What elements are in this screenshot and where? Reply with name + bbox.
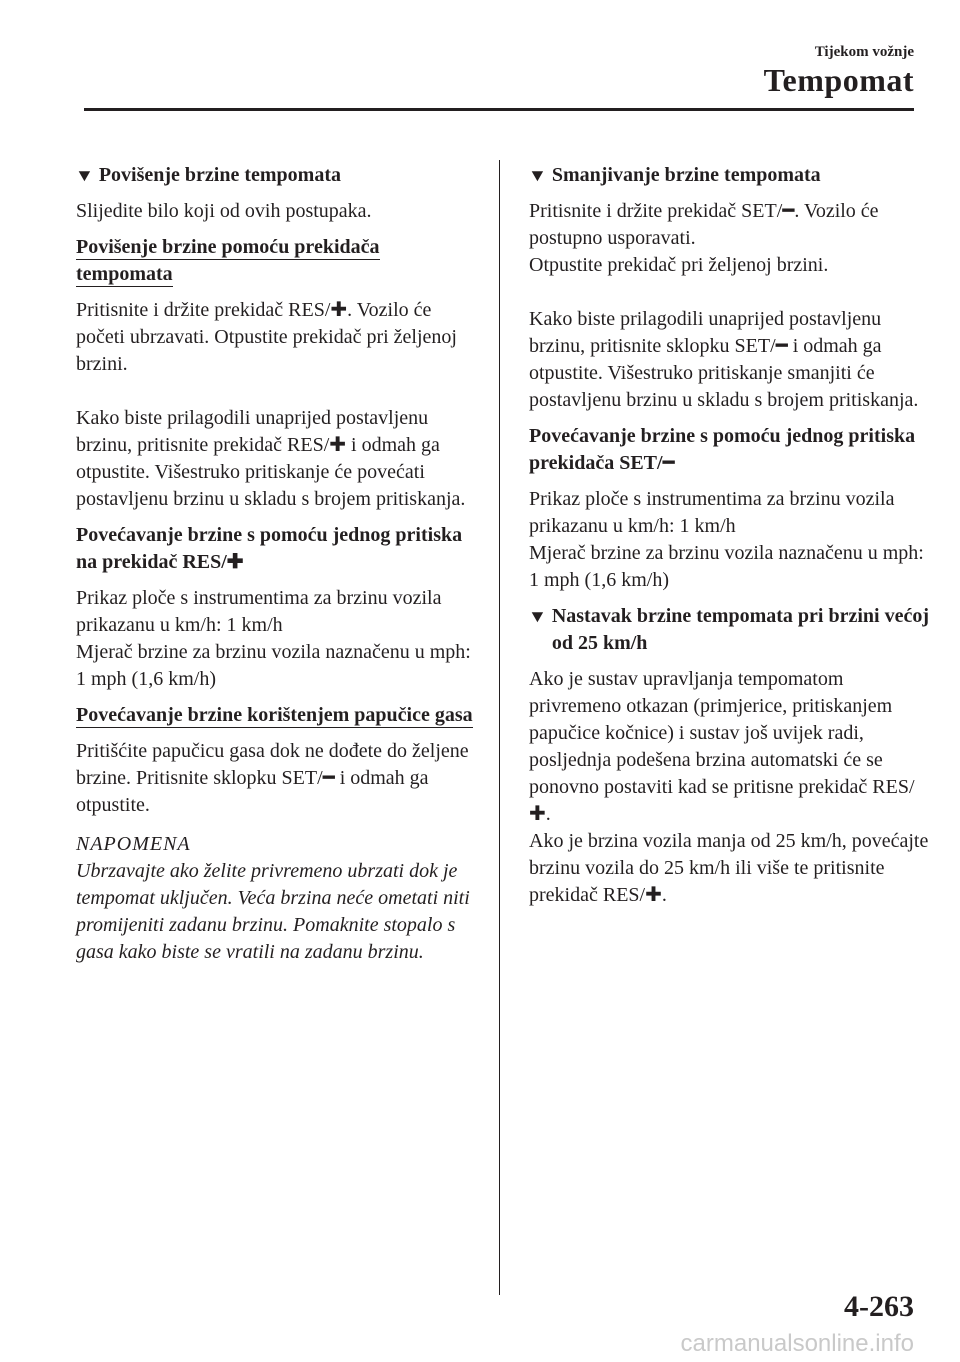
triangle-down-icon: ▼	[527, 607, 548, 626]
paragraph: Prikaz ploče s instrumentima za brzinu vozila prikazanu u km/h: 1 km/h	[529, 488, 895, 537]
paragraph: Prikaz ploče s instrumentima za brzinu vozila prikazanu u km/h: 1 km/h	[76, 587, 442, 636]
header-rule	[84, 108, 914, 111]
paragraph: Mjerač brzine za brzinu vozila naznačenu u mph: 1 mph (1,6 km/h)	[529, 542, 924, 591]
subheading-bold: Povećavanje brzine s pomoću jednog pritiska prekidača SET/━	[529, 425, 916, 474]
paragraph: Pritisnite i držite prekidač SET/━. Vozilo će postupno usporavati.	[529, 200, 879, 249]
paragraph: Pritišćite papučicu gasa dok ne dođete do željene brzine. Pritisnite sklopku SET/━ i odmah ga otpustite.	[76, 740, 469, 816]
left-column	[76, 162, 476, 966]
note-text: Ubrzavajte ako želite privremeno ubrzati dok je tempomat uključen. Veća brzina neće ometati niti promijeniti zadanu brzinu. Pomaknite stopalo s gasa kako biste se vratili na zadanu brzinu.	[76, 860, 470, 963]
column-divider	[499, 160, 500, 1295]
paragraph: Otpustite prekidač pri željenoj brzini.	[529, 254, 829, 276]
spacer	[529, 288, 929, 306]
subheading-underlined	[76, 234, 476, 288]
page-number: 4-263	[844, 1290, 914, 1323]
subheading-bold: Povećavanje brzine s pomoću jednog pritiska na prekidač RES/✚	[76, 524, 463, 573]
triangle-down-icon: ▼	[74, 166, 95, 185]
paragraph: Slijedite bilo koji od ovih postupaka.	[76, 200, 372, 222]
heading-text: Nastavak brzine tempomata pri brzini većoj od 25 km/h	[551, 605, 929, 654]
triangle-down-icon: ▼	[527, 166, 548, 185]
paragraph: Mjerač brzine za brzinu vozila naznačenu u mph: 1 mph (1,6 km/h)	[76, 641, 471, 690]
header-title: Tempomat	[763, 62, 914, 98]
subheading-text: Povišenje brzine pomoću prekidača tempomata	[76, 236, 380, 285]
note-title: NAPOMENA	[76, 833, 191, 855]
paragraph: Pritisnite i držite prekidač RES/✚. Vozilo će početi ubrzavati. Otpustite prekidač pri željenoj brzini.	[76, 299, 457, 375]
paragraph: Kako biste prilagodili unaprijed postavljenu brzinu, pritisnite sklopku SET/━ i odmah ga otpustite. Višestruko pritiskanje smanjiti će postavljenu brzinu u skladu s brojem pritiskanja.	[529, 308, 919, 411]
heading-increase-speed	[76, 162, 476, 189]
right-column	[529, 162, 929, 918]
heading-text: Povišenje brzine tempomata	[98, 164, 341, 186]
heading-resume-speed	[529, 603, 929, 657]
paragraph: Kako biste prilagodili unaprijed postavljenu brzinu, pritisnite prekidač RES/✚ i odmah ga otpustite. Višestruko pritiskanje će povećati postavljenu brzinu u skladu s brojem pritiskanja.	[76, 407, 466, 510]
header-section-label: Tijekom vožnje	[814, 44, 914, 60]
heading-decrease-speed	[529, 162, 929, 189]
subheading-underlined	[76, 702, 476, 729]
subheading-text: Povećavanje brzine korištenjem papučice gasa	[76, 704, 473, 726]
paragraph: Ako je sustav upravljanja tempomatom privremeno otkazan (primjerice, pritiskanjem papučice kočnice) i sustav još uvijek radi, posljednja podešena brzina automatski će se ponovno postaviti kad se pritisne prekidač RES/✚.	[529, 668, 915, 825]
watermark: carmanualsonline.info	[680, 1330, 914, 1357]
spacer	[76, 387, 476, 405]
paragraph: Ako je brzina vozila manja od 25 km/h, povećajte brzinu vozila do 25 km/h ili više te pritisnite prekidač RES/✚.	[529, 830, 929, 906]
heading-text: Smanjivanje brzine tempomata	[551, 164, 821, 186]
